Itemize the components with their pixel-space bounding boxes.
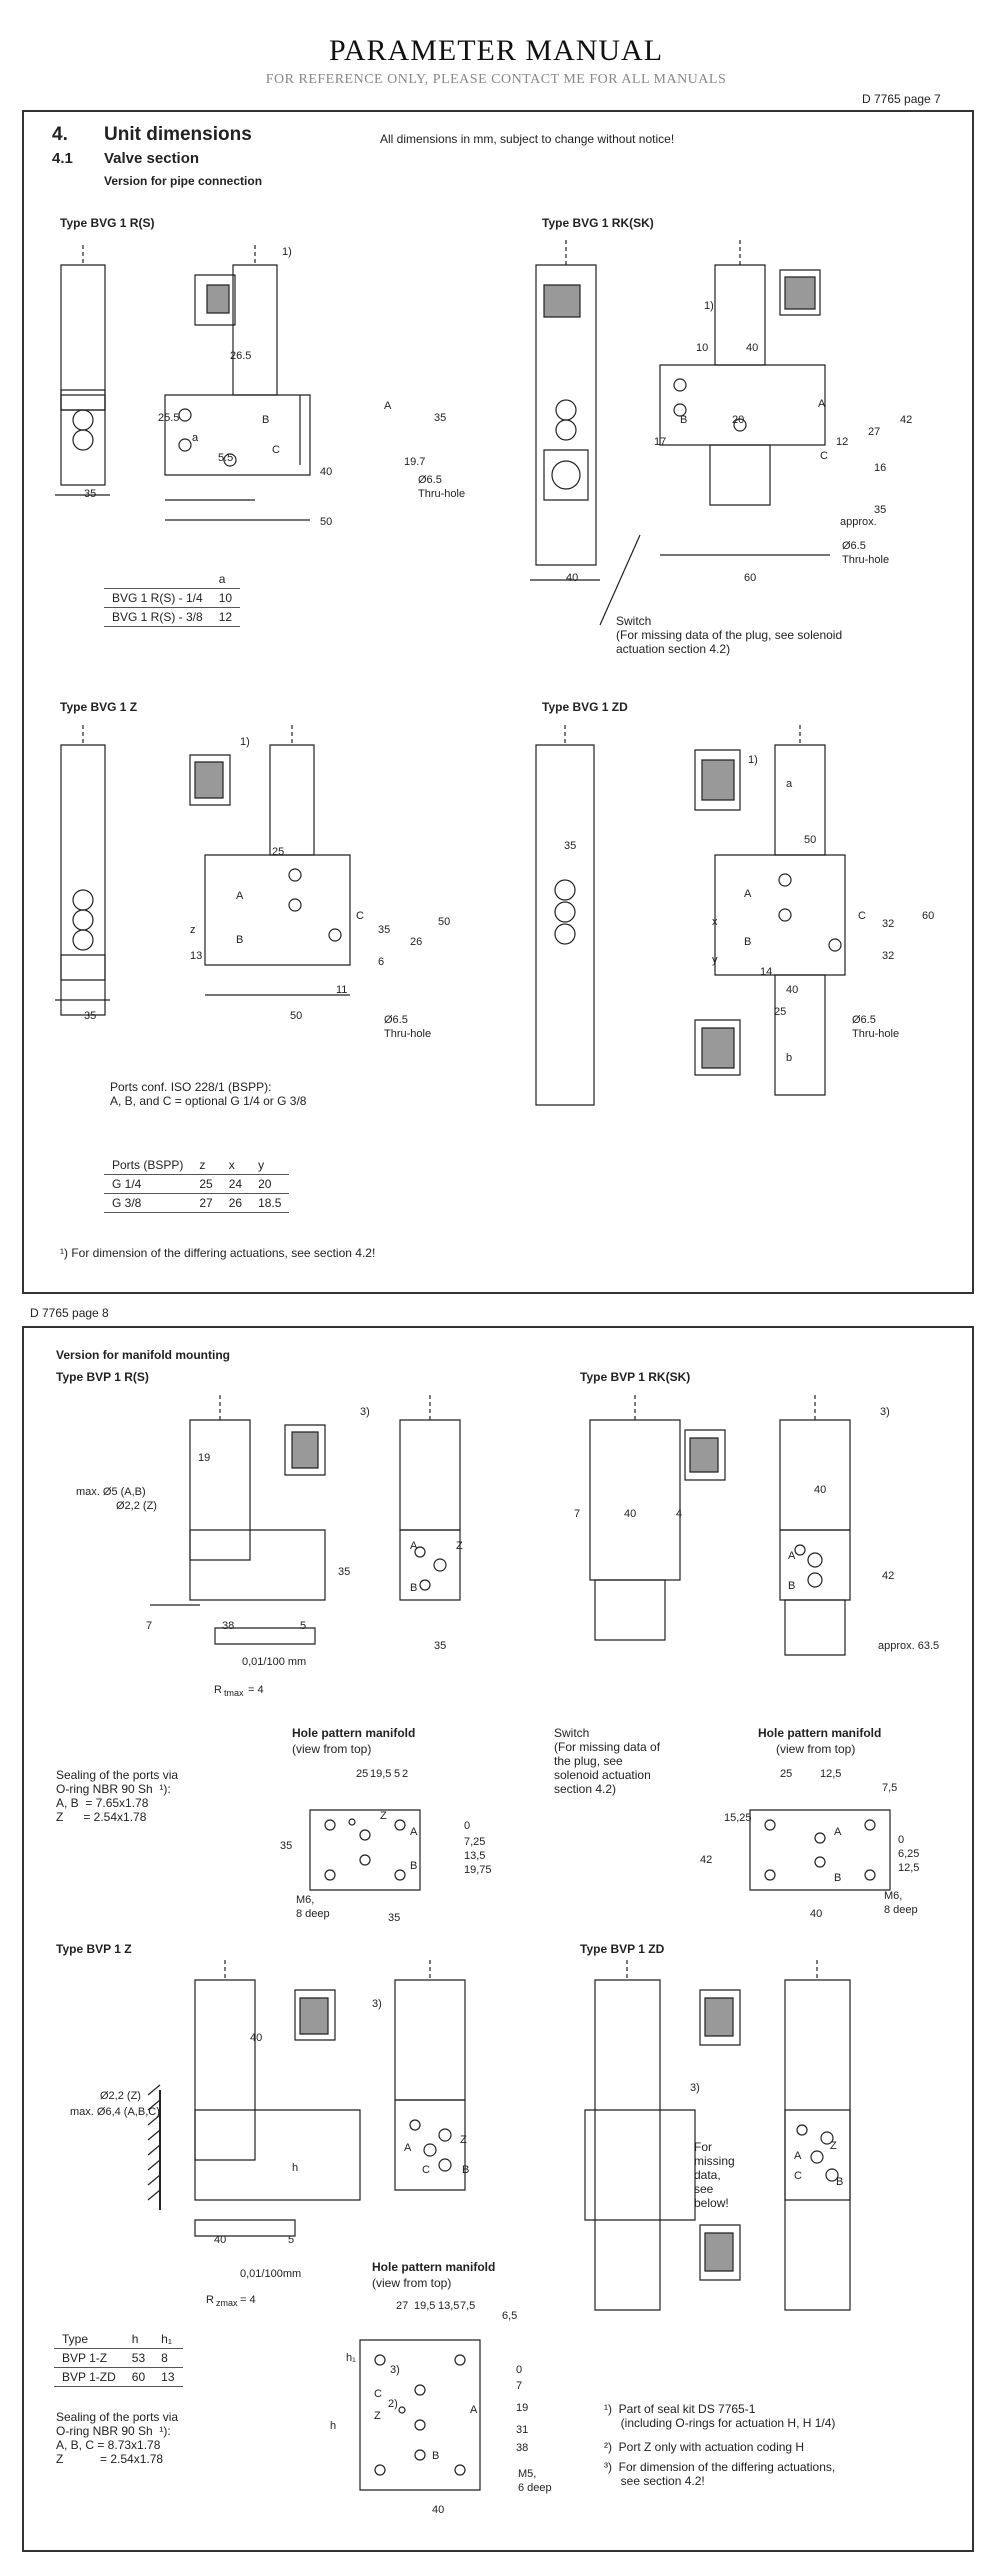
table-row	[54, 2330, 183, 2349]
bvp1rs-dim-38: 38	[222, 1620, 235, 1632]
bvg1rs-dim-19-7: 19.7	[404, 456, 426, 468]
table-cell: a	[211, 570, 240, 589]
bvp1rs-mf-dim-25: 25	[356, 1768, 369, 1780]
type-bvg1zd-label: Type BVG 1 ZD	[542, 700, 628, 714]
bvp1rs-mf-deep: 8 deep	[296, 1908, 330, 1920]
bvp1rk-mf-40: 40	[810, 1908, 823, 1920]
bvg1z-drawing	[55, 720, 475, 1020]
bvg1zd-port-b: B	[744, 936, 752, 948]
bvp1z-mf-27: 27	[396, 2300, 409, 2312]
bvg1rs-dim-26-5: 26.5	[230, 350, 252, 362]
bvp1rs-dim-35: 35	[338, 1566, 351, 1578]
bvg1rk-thru-hole: Thru-hole	[842, 554, 890, 566]
bvp1z-sealing-note: Sealing of the ports via O-ring NBR 90 Sh ¹): A, B, C = 8.73x1.78 Z = 2.54x1.78	[56, 2410, 179, 2466]
bvg1zd-thru-hole: Thru-hole	[852, 1028, 900, 1040]
bvp1z-type-table	[54, 2330, 183, 2387]
bvp1z-mf-deep: 6 deep	[518, 2482, 552, 2494]
type-bvg1z-label: Type BVG 1 Z	[60, 700, 138, 714]
bvp1rs-mf-a: A	[410, 1826, 418, 1838]
bvp1rk-mf-25: 25	[780, 1768, 793, 1780]
bvg1zd-dim-a: a	[786, 778, 793, 790]
table-cell	[104, 570, 211, 589]
bvp1zd-port-b: B	[836, 2176, 844, 2188]
bvg1rs-port-c: C	[272, 444, 280, 456]
table-cell: 24	[221, 1175, 250, 1194]
bvp1rk-mf-0: 0	[898, 1834, 905, 1846]
bvp1rs-roughness-r: R	[214, 1684, 222, 1696]
bvg1z-ports-table	[104, 1156, 289, 1213]
section-number: 4.	[52, 124, 68, 145]
manifold-version-label: Version for manifold mounting	[56, 1348, 230, 1362]
bvg1zd-thru-dia: Ø6.5	[852, 1014, 876, 1026]
bvp1rk-dim-42: 42	[882, 1570, 895, 1582]
manual-title: PARAMETER MANUAL	[328, 34, 664, 67]
table-cell: G 1/4	[104, 1175, 191, 1194]
bvp1rk-dim-4: 4	[676, 1508, 683, 1520]
bvg1zd-dim-32-a: 32	[882, 918, 895, 930]
bvp1rs-dim-5: 5	[300, 1620, 307, 1632]
bvp1z-dim-h: h	[292, 2162, 299, 2174]
bvg1rk-approx: approx.	[840, 516, 877, 528]
table-cell: 13	[153, 2368, 182, 2387]
bvg1z-thru-hole: Thru-hole	[384, 1028, 432, 1040]
bvp1rs-port-b: B	[410, 1582, 418, 1594]
bvp1rs-mf-19-75: 19,75	[464, 1864, 492, 1876]
bvp1rs-mf-z: Z	[380, 1810, 387, 1822]
bvg1rs-dim-5-5: 5.5	[218, 452, 234, 464]
bvp1z-port-b: B	[462, 2164, 470, 2176]
bvg1z-dim-26: 26	[410, 936, 423, 948]
bvp1rk-port-b: B	[788, 1580, 796, 1592]
bvg1zd-dim-60: 60	[922, 910, 935, 922]
bvp1z-mf-19-5: 19,5	[414, 2300, 436, 2312]
bvg1zd-dim-25: 25	[774, 1006, 787, 1018]
bvp1rs-mf-0: 0	[464, 1820, 471, 1832]
bvg1zd-port-c: C	[858, 910, 866, 922]
bvp1rk-mf-b: B	[834, 1872, 842, 1884]
bvp1z-roughness-sub: zmax	[216, 2298, 238, 2308]
bvg1z-ports-note: Ports conf. ISO 228/1 (BSPP): A, B, and C = optional G 1/4 or G 3/8	[110, 1080, 307, 1108]
bvp1rs-footnote-ref: 3)	[360, 1406, 370, 1418]
bvg1rk-port-c: C	[820, 450, 828, 462]
bvp1z-manifold-title: Hole pattern manifold	[372, 2260, 496, 2274]
bvp1z-mf-38: 38	[516, 2442, 529, 2454]
bvg1z-port-c: C	[356, 910, 364, 922]
bvp1z-mf-c: C	[374, 2388, 382, 2400]
bvp1rs-mf-7-25: 7,25	[464, 1836, 486, 1848]
table-row	[104, 1194, 289, 1213]
table-row	[104, 608, 240, 627]
bvp1z-roughness-r: R	[206, 2294, 214, 2306]
bvp1rs-port-z: Z	[456, 1540, 463, 1552]
bvp1zd-port-z: Z	[830, 2140, 837, 2152]
bvg1z-dim-13: 13	[190, 950, 203, 962]
page8-footnote-3: ³) For dimension of the differing actuations, see section 4.2!	[604, 2460, 836, 2488]
bvp1z-mf-13-5: 13,5	[438, 2300, 460, 2312]
bvg1rs-dim-35-w: 35	[84, 488, 97, 500]
type-bvp1rk-label: Type BVP 1 RK(SK)	[580, 1370, 691, 1384]
bvg1z-dim-z: z	[190, 924, 196, 936]
bvg1rk-dim-10: 10	[696, 342, 709, 354]
bvg1rk-port-a: A	[818, 398, 826, 410]
bvp1rs-max-dia: max. Ø5 (A,B)	[76, 1486, 146, 1498]
section-title: Unit dimensions	[104, 124, 252, 145]
bvp1z-mf-40: 40	[432, 2504, 445, 2516]
bvg1z-footnote-ref: 1)	[240, 736, 250, 748]
bvp1z-manifold-sub: (view from top)	[372, 2276, 452, 2290]
table-cell: 10	[211, 589, 240, 608]
bvg1rs-port-a: A	[384, 400, 392, 412]
bvp1rk-mf-m6: M6,	[884, 1890, 903, 1902]
page8-footnote-1: ¹) Part of seal kit DS 7765-1 (including O-rings for actuation H, H 1/4)	[604, 2402, 836, 2430]
bvp1rk-approx: approx. 63.5	[878, 1640, 940, 1652]
bvg1rk-dim-40-b: 40	[566, 572, 579, 584]
bvp1z-flatness: 0,01/100mm	[240, 2268, 302, 2280]
bvp1rk-mf-42: 42	[700, 1854, 713, 1866]
bvg1rk-dim-20: 20	[732, 414, 745, 426]
bvp1rs-mf-dim-19-5: 19,5	[370, 1768, 392, 1780]
bvg1zd-dim-32-b: 32	[882, 950, 895, 962]
bvp1rs-mf-m6: M6,	[296, 1894, 315, 1906]
bvp1zd-drawing	[570, 1960, 950, 2340]
bvp1z-mf-7-5: 7,5	[460, 2300, 476, 2312]
bvp1rs-sealing-note: Sealing of the ports via O-ring NBR 90 Sh ¹): A, B = 7.65x1.78 Z = 2.54x1.78	[56, 1768, 179, 1824]
bvp1z-mf-m5: M5,	[518, 2468, 537, 2480]
table-cell: 8	[153, 2349, 182, 2368]
type-bvp1zd-label: Type BVP 1 ZD	[580, 1942, 665, 1956]
bvp1rs-z-dia: Ø2,2 (Z)	[116, 1500, 157, 1512]
bvg1rs-dim-35-r: 35	[434, 412, 447, 424]
bvp1z-mf-h1: h₁	[346, 2352, 356, 2364]
bvg1rk-port-b: B	[680, 414, 688, 426]
bvg1rk-dim-35: 35	[874, 504, 887, 516]
bvg1z-dim-6: 6	[378, 956, 385, 968]
bvp1rk-hole-pattern	[740, 1800, 920, 1900]
bvp1rs-drawing	[60, 1390, 490, 1720]
bvg1rk-dim-27: 27	[868, 426, 881, 438]
bvp1z-footnote-ref: 3)	[372, 1998, 382, 2010]
table-row	[54, 2349, 183, 2368]
bvg1rk-dim-17: 17	[654, 436, 667, 448]
table-cell: 26	[221, 1194, 250, 1213]
bvg1rk-dim-60: 60	[744, 572, 757, 584]
table-cell: z	[191, 1156, 220, 1175]
bvp1rs-roughness-sub: tmax	[224, 1688, 244, 1698]
bvg1rs-dim-50: 50	[320, 516, 333, 528]
bvg1zd-dim-x: x	[712, 916, 718, 928]
table-cell: Ports (BSPP)	[104, 1156, 191, 1175]
bvg1rs-dim-40: 40	[320, 466, 333, 478]
table-cell: BVP 1-ZD	[54, 2368, 124, 2387]
dimensions-notice: All dimensions in mm, subject to change without notice!	[380, 132, 675, 146]
bvg1z-port-a: A	[236, 890, 244, 902]
bvp1rk-mf-deep: 8 deep	[884, 1904, 918, 1916]
pipe-version-label: Version for pipe connection	[104, 174, 263, 188]
bvp1rk-dim-7: 7	[574, 1508, 581, 1520]
bvp1rs-dim-35-side: 35	[434, 1640, 447, 1652]
bvg1zd-dim-50: 50	[804, 834, 817, 846]
bvg1rk-dim-42: 42	[900, 414, 913, 426]
bvp1z-mf-h: h	[330, 2420, 337, 2432]
bvp1rk-switch-note: Switch (For missing data of the plug, see solenoid actuation section 4.2)	[554, 1726, 661, 1796]
bvp1rs-mf-13-5: 13,5	[464, 1850, 486, 1862]
bvp1z-mf-7: 7	[516, 2380, 523, 2392]
bvg1zd-dim-40: 40	[786, 984, 799, 996]
bvp1rk-mf-a: A	[834, 1826, 842, 1838]
bvp1rs-roughness-val: = 4	[248, 1684, 264, 1696]
page8-label: D 7765 page 8	[30, 1306, 109, 1320]
bvg1rk-thru-dia: Ø6.5	[842, 540, 866, 552]
bvg1rs-dim-25-5: 25.5	[158, 412, 180, 424]
bvp1rk-mf-12-5: 12,5	[820, 1768, 842, 1780]
table-cell: BVG 1 R(S) - 1/4	[104, 589, 211, 608]
bvp1rs-flatness: 0,01/100 mm	[242, 1656, 307, 1668]
bvg1zd-dim-y: y	[712, 954, 718, 966]
bvp1rs-mf-35-v: 35	[280, 1840, 293, 1852]
table-cell: G 3/8	[104, 1194, 191, 1213]
bvp1rk-dim-40: 40	[624, 1508, 637, 1520]
table-row	[104, 589, 240, 608]
table-cell: 27	[191, 1194, 220, 1213]
type-bvp1z-label: Type BVP 1 Z	[56, 1942, 132, 1956]
bvp1rs-mf-dim-5: 5	[394, 1768, 401, 1780]
bvp1rs-mf-b: B	[410, 1860, 418, 1872]
bvp1z-max-dia: max. Ø6,4 (A,B,C)	[70, 2106, 160, 2118]
bvg1z-dim-25: 25	[272, 846, 285, 858]
bvp1z-mf-0: 0	[516, 2364, 523, 2376]
bvp1rk-mf-6-25: 6,25	[898, 1848, 920, 1860]
bvg1z-port-b: B	[236, 934, 244, 946]
table-row	[104, 570, 240, 589]
manual-subtitle: FOR REFERENCE ONLY, PLEASE CONTACT ME FOR ALL MANUALS	[265, 72, 727, 87]
bvg1zd-dim-14: 14	[760, 966, 773, 978]
bvp1rk-port-a: A	[788, 1550, 796, 1562]
type-bvp1rs-label: Type BVP 1 R(S)	[56, 1370, 149, 1384]
table-cell: 20	[250, 1175, 289, 1194]
bvp1z-mf-a: A	[470, 2404, 478, 2416]
bvp1z-z-dia: Ø2,2 (Z)	[100, 2090, 141, 2102]
bvg1rs-drawing	[55, 235, 435, 545]
bvp1rk-mf-15-25: 15,25	[724, 1812, 752, 1824]
bvp1rs-mf-dim-2: 2	[402, 1768, 409, 1780]
page7-footnote: ¹) For dimension of the differing actuations, see section 4.2!	[60, 1246, 376, 1260]
bvp1rk-footnote-ref: 3)	[880, 1406, 890, 1418]
table-cell: BVP 1-Z	[54, 2349, 124, 2368]
page7-label: D 7765 page 7	[862, 92, 941, 106]
bvp1rs-dim-19: 19	[198, 1452, 211, 1464]
bvp1rk-dim-40-side: 40	[814, 1484, 827, 1496]
bvg1z-dim-35-w: 35	[84, 1010, 97, 1022]
bvp1z-port-c: C	[422, 2164, 430, 2176]
bvp1z-dim-40-top: 40	[250, 2032, 263, 2044]
bvg1zd-dim-b: b	[786, 1052, 793, 1064]
bvg1rk-dim-40: 40	[746, 342, 759, 354]
table-cell: 60	[124, 2368, 153, 2387]
bvp1rs-manifold-sub: (view from top)	[292, 1742, 372, 1756]
table-row	[104, 1156, 289, 1175]
bvg1rs-dim-a: a	[192, 432, 199, 444]
bvp1rk-mf-7-5: 7,5	[882, 1782, 898, 1794]
bvp1z-port-a: A	[404, 2142, 412, 2154]
bvp1z-mf-19: 19	[516, 2402, 529, 2414]
bvg1rs-thru-hole: Thru-hole	[418, 488, 466, 500]
subsection-number: 4.1	[52, 150, 73, 167]
bvg1rk-dim-16: 16	[874, 462, 887, 474]
bvp1rk-manifold-title: Hole pattern manifold	[758, 1726, 882, 1740]
table-cell: Type	[54, 2330, 124, 2349]
bvp1z-mf-fn2: 2)	[388, 2398, 398, 2410]
bvp1zd-missing-note: For missing data, see below!	[694, 2140, 735, 2210]
table-cell: 25	[191, 1175, 220, 1194]
type-bvg1rk-label: Type BVG 1 RK(SK)	[542, 216, 654, 230]
table-cell: 53	[124, 2349, 153, 2368]
bvg1z-dim-35: 35	[378, 924, 391, 936]
bvp1rk-drawing	[570, 1390, 950, 1720]
bvg1rs-table	[104, 570, 240, 627]
bvp1z-mf-fn3: 3)	[390, 2364, 400, 2376]
bvg1rk-footnote-ref: 1)	[704, 300, 714, 312]
bvg1z-dim-11: 11	[336, 984, 348, 996]
bvp1z-roughness-val: = 4	[240, 2294, 256, 2306]
table-cell: 18.5	[250, 1194, 289, 1213]
bvp1z-drawing	[60, 1960, 490, 2290]
bvp1rs-port-a: A	[410, 1540, 418, 1552]
table-cell: 12	[211, 608, 240, 627]
table-cell: BVG 1 R(S) - 3/8	[104, 608, 211, 627]
bvp1z-port-z: Z	[460, 2134, 467, 2146]
bvg1rs-thru-dia: Ø6.5	[418, 474, 442, 486]
bvg1zd-footnote-ref: 1)	[748, 754, 758, 766]
bvp1zd-port-a: A	[794, 2150, 802, 2162]
bvp1z-dim-5: 5	[288, 2234, 295, 2246]
bvp1rs-mf-35-w: 35	[388, 1912, 401, 1924]
table-cell: y	[250, 1156, 289, 1175]
bvg1zd-dim-35: 35	[564, 840, 577, 852]
table-cell: h	[124, 2330, 153, 2349]
bvp1z-mf-z: Z	[374, 2410, 381, 2422]
bvp1z-mf-6-5: 6,5	[502, 2310, 518, 2322]
bvg1rs-port-b: B	[262, 414, 270, 426]
bvg1z-dim-50: 50	[290, 1010, 303, 1022]
table-row	[54, 2368, 183, 2387]
table-cell: h₁	[153, 2330, 182, 2349]
bvp1zd-footnote-ref: 3)	[690, 2082, 700, 2094]
table-cell: x	[221, 1156, 250, 1175]
bvp1z-mf-31: 31	[516, 2424, 529, 2436]
subsection-title: Valve section	[104, 150, 200, 167]
bvg1z-dim-50-v: 50	[438, 916, 451, 928]
bvg1zd-port-a: A	[744, 888, 752, 900]
bvg1rs-footnote-ref: 1)	[282, 246, 292, 258]
bvp1zd-port-c: C	[794, 2170, 802, 2182]
page8-footnote-2: ²) Port Z only with actuation coding H	[604, 2440, 805, 2454]
bvg1z-thru-dia: Ø6.5	[384, 1014, 408, 1026]
bvp1rk-manifold-sub: (view from top)	[776, 1742, 856, 1756]
bvp1rs-manifold-title: Hole pattern manifold	[292, 1726, 416, 1740]
bvg1rk-switch-note: Switch (For missing data of the plug, see solenoid actuation section 4.2)	[616, 614, 843, 656]
bvp1z-mf-b: B	[432, 2450, 440, 2462]
bvp1rk-mf-12-5b: 12,5	[898, 1862, 920, 1874]
table-row	[104, 1175, 289, 1194]
bvp1z-dim-40: 40	[214, 2234, 227, 2246]
bvg1rk-dim-12: 12	[836, 436, 849, 448]
type-bvg1rs-label: Type BVG 1 R(S)	[60, 216, 155, 230]
bvp1rs-dim-7: 7	[146, 1620, 153, 1632]
